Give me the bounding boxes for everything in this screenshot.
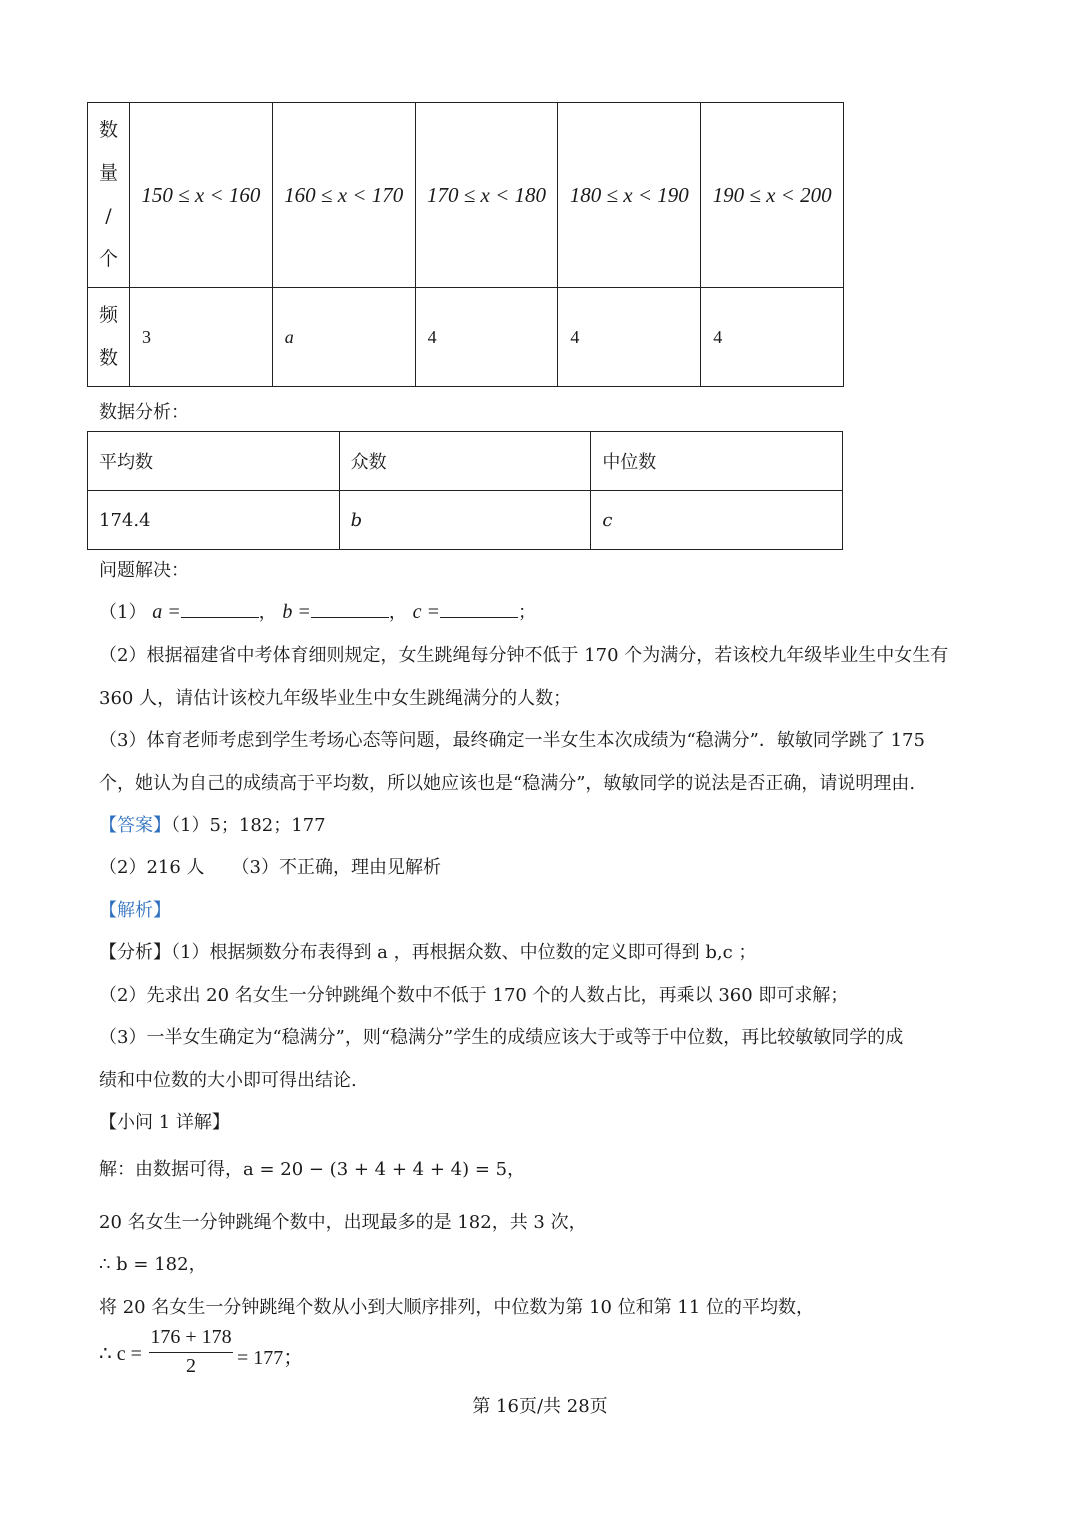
header-char: 数 xyxy=(98,347,118,369)
fraction-numerator: 176 + 178 xyxy=(150,1326,232,1348)
stats-value: c xyxy=(591,491,843,550)
var-a: a = xyxy=(152,601,181,623)
stats-header: 中位数 xyxy=(591,432,843,491)
analysis-line: （2）先求出 20 名女生一分钟跳绳个数中不低于 170 个的人数占比，再乘以 360 即可求解； xyxy=(99,985,849,1006)
fraction-bar xyxy=(149,1352,233,1353)
question-2-line: （2）根据福建省中考体育细则规定，女生跳绳每分钟不低于 170 个为满分，若该校九年级毕业生中女生有 xyxy=(99,645,949,666)
count-cell: a xyxy=(272,288,415,387)
detail-tag: 【小问 1 详解】 xyxy=(99,1112,230,1133)
count-cell: 4 xyxy=(701,288,844,387)
stats-table xyxy=(87,431,843,550)
question-number: （1） xyxy=(99,602,147,623)
table-row xyxy=(88,432,843,491)
count-cell: 4 xyxy=(415,288,558,387)
fraction-denominator: 2 xyxy=(186,1355,196,1377)
count-cell: 3 xyxy=(130,288,273,387)
stats-value: b xyxy=(339,491,591,550)
separator: ， xyxy=(258,602,277,623)
count-cell: 4 xyxy=(558,288,701,387)
answer-blank xyxy=(440,599,518,618)
analysis-line: 绩和中位数的大小即可得出结论. xyxy=(99,1070,357,1091)
answer-text: （1）5；182；177 xyxy=(171,815,326,836)
solution-line: 20 名女生一分钟跳绳个数中，出现最多的是 182，共 3 次， xyxy=(99,1212,587,1233)
header-char: / xyxy=(105,205,112,227)
var-b: b = xyxy=(282,601,311,623)
frequency-table xyxy=(87,102,844,387)
stats-header: 众数 xyxy=(339,432,591,491)
answer-tag: 【答案】 xyxy=(99,815,171,836)
stats-value: 174.4 xyxy=(88,491,340,550)
analysis-label: 数据分析： xyxy=(99,402,189,423)
solution-line: 解：由数据可得，a = 20 − (3 + 4 + 4 + 4) = 5， xyxy=(99,1159,526,1180)
var-c: c = xyxy=(412,601,441,623)
separator: ； xyxy=(518,602,537,623)
answer-blank xyxy=(311,599,389,618)
solution-line: ∴ b = 182， xyxy=(99,1254,207,1275)
analysis-tag: 【解析】 xyxy=(99,900,171,921)
c-result: = 177； xyxy=(237,1347,304,1369)
answer-line: （2）216 人 （3）不正确，理由见解析 xyxy=(99,857,441,878)
range-cell: 190 ≤ x < 200 xyxy=(701,103,844,288)
range-cell: 150 ≤ x < 160 xyxy=(130,103,273,288)
row-header-quantity xyxy=(88,103,130,288)
fenxi-tag: 【分析】 xyxy=(99,942,171,963)
problem-label: 问题解决： xyxy=(99,560,189,581)
row-header-frequency xyxy=(88,288,130,387)
page-footer: 第 16页/共 28页 xyxy=(472,1396,608,1417)
fenxi-text: （1）根据频数分布表得到 a ，再根据众数、中位数的定义即可得到 b,c ； xyxy=(171,942,757,963)
answer-line xyxy=(99,811,326,837)
analysis-line xyxy=(99,938,756,964)
question-3-line: （3）体育老师考虑到学生考场心态等问题，最终确定一半女生本次成绩为“稳满分”．敏敏同学跳了 175 xyxy=(99,730,925,751)
stats-header: 平均数 xyxy=(88,432,340,491)
table-row xyxy=(88,491,843,550)
header-char: 量 xyxy=(98,162,118,184)
answer-blank xyxy=(181,599,259,618)
range-cell: 180 ≤ x < 190 xyxy=(558,103,701,288)
solution-line: 将 20 名女生一分钟跳绳个数从小到大顺序排列，中位数为第 10 位和第 11 位的平均数， xyxy=(99,1297,815,1318)
header-char: 频 xyxy=(98,304,118,326)
c-prefix: ∴ c = xyxy=(99,1343,142,1365)
question-2-line: 360 人，请估计该校九年级毕业生中女生跳绳满分的人数； xyxy=(99,688,572,709)
header-char: 数 xyxy=(98,119,118,141)
header-char: 个 xyxy=(98,248,118,270)
range-cell: 160 ≤ x < 170 xyxy=(272,103,415,288)
question-3-line: 个，她认为自己的成绩高于平均数，所以她应该也是“稳满分”，敏敏同学的说法是否正确，请说明理由. xyxy=(99,773,916,794)
analysis-line: （3）一半女生确定为“稳满分”，则“稳满分”学生的成绩应该大于或等于中位数，再比较敏敏同学的成 xyxy=(99,1027,904,1048)
question-1 xyxy=(99,598,536,624)
separator: ， xyxy=(388,602,407,623)
table-row xyxy=(88,103,844,288)
table-row xyxy=(88,288,844,387)
range-cell: 170 ≤ x < 180 xyxy=(415,103,558,288)
